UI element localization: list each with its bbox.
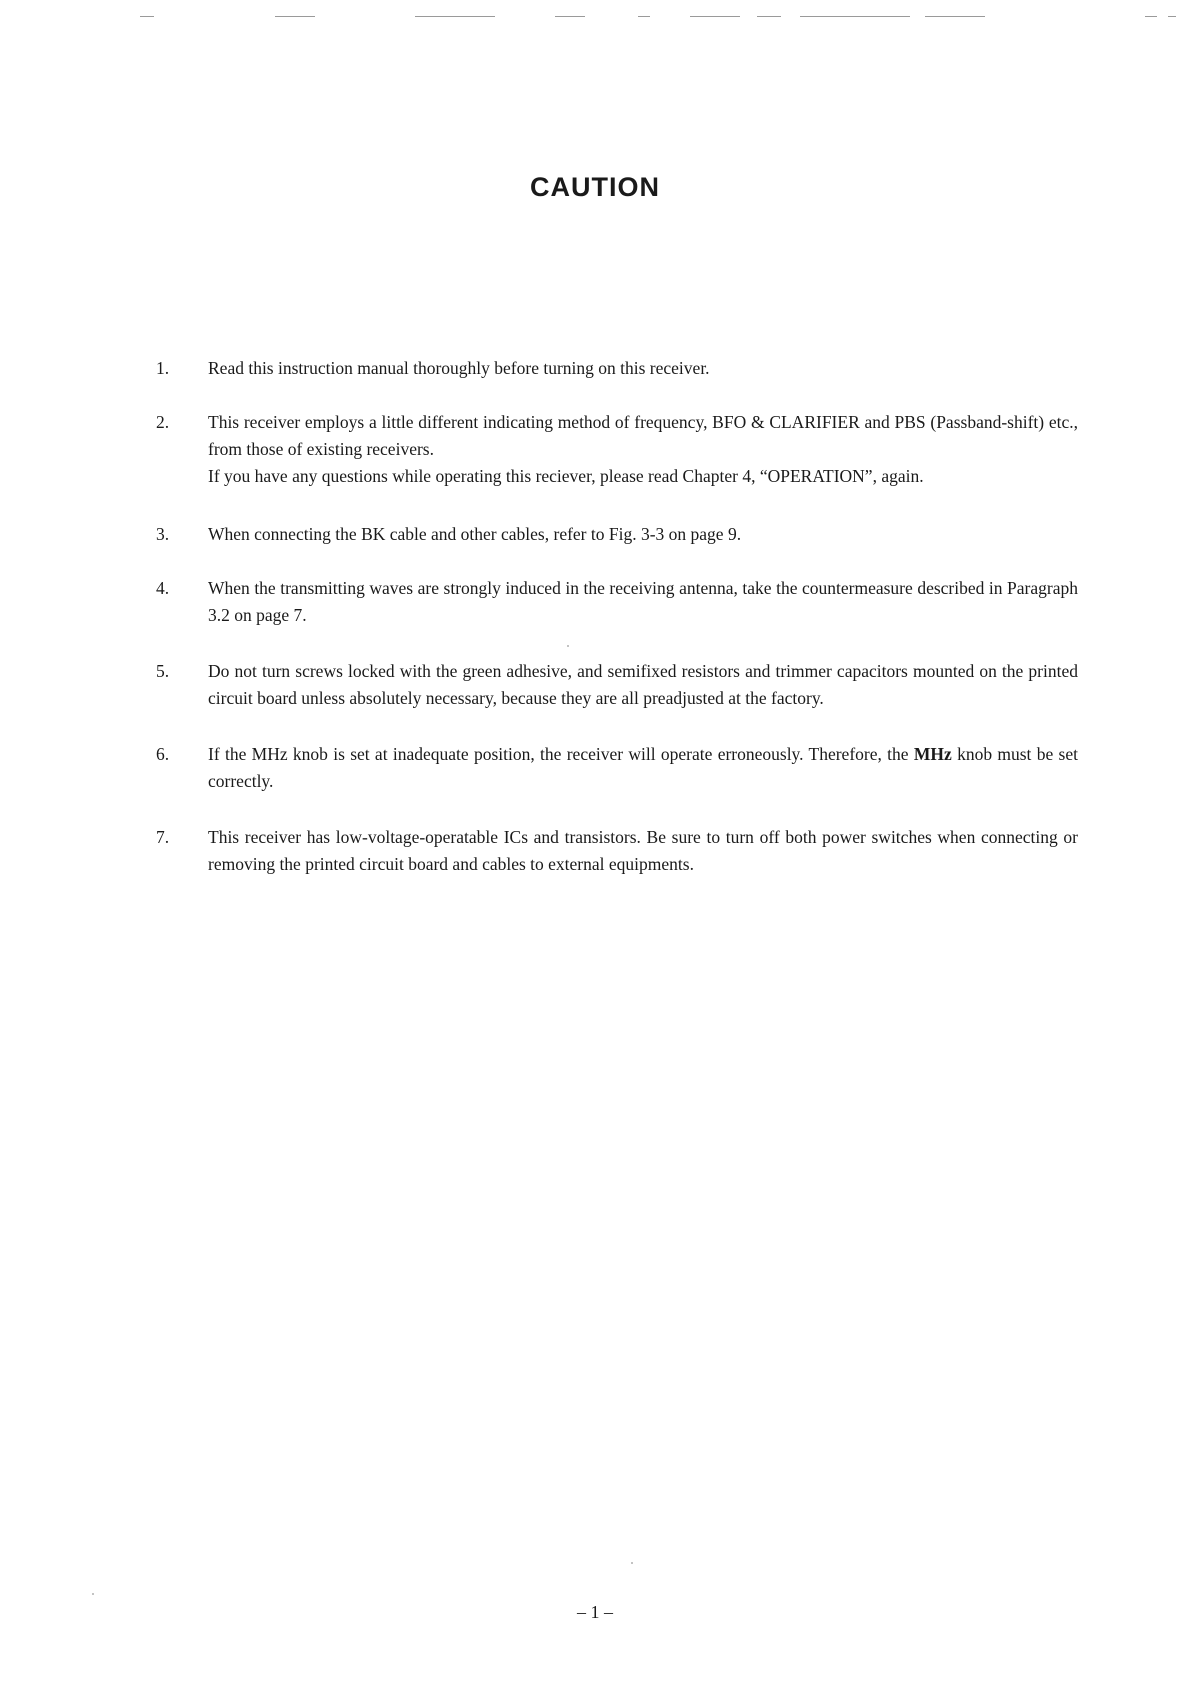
- page-number: – 1 –: [577, 1602, 613, 1622]
- item-text-part: If the MHz knob is set at inadequate position, the receiver will operate erroneously. Therefore, the: [208, 744, 914, 764]
- item-paragraph: Do not turn screws locked with the green adhesive, and semifixed resistors and trimmer capacitors mounted on the printed circuit board unless absolutely necessary, because they are all preadjusted at the factory.: [208, 661, 1078, 708]
- mhz-emphasis: MHz: [913, 744, 952, 764]
- caution-item-5: [156, 658, 1078, 712]
- scan-artifact: [555, 16, 585, 17]
- scan-artifact: [800, 16, 910, 17]
- scan-artifact: [925, 16, 985, 17]
- item-paragraph: This receiver has low-voltage-operatable ICs and transistors. Be sure to turn off both power switches when connecting or removing the printed circuit board and cables to external equipments.: [208, 827, 1078, 874]
- scan-artifact: [690, 16, 740, 17]
- scan-artifact: [1145, 16, 1157, 17]
- caution-item-4: [156, 575, 1078, 629]
- item-number: 5.: [156, 661, 170, 681]
- item-paragraph: This receiver employs a little different indicating method of frequency, BFO & CLARIFIER and PBS (Passband-shift) etc., from those of existing receivers.: [208, 412, 1078, 459]
- caution-item-3: [156, 521, 1078, 548]
- item-number: 6.: [156, 744, 170, 764]
- caution-item-6: [156, 741, 1078, 795]
- item-paragraph: When connecting the BK cable and other cables, refer to Fig. 3-3 on page 9.: [208, 524, 742, 544]
- item-text: [208, 409, 1078, 490]
- item-number: 2.: [156, 412, 170, 432]
- item-paragraph: [208, 741, 1078, 795]
- item-text: [208, 521, 1078, 548]
- item-text: [208, 355, 1078, 382]
- item-text: [208, 824, 1078, 878]
- item-text: [208, 658, 1078, 712]
- item-number: 4.: [156, 578, 170, 598]
- page-title: CAUTION: [530, 172, 660, 202]
- scan-artifact: [415, 16, 495, 17]
- item-text-part: knob must be set correctly.: [208, 744, 1078, 791]
- item-number: 3.: [156, 524, 170, 544]
- caution-item-2: [156, 409, 1078, 490]
- item-paragraph: If you have any questions while operating this reciever, please read Chapter 4, “OPERATION”, again.: [208, 466, 924, 486]
- item-paragraph: Read this instruction manual thoroughly before turning on this receiver.: [208, 358, 710, 378]
- caution-item-7: [156, 824, 1078, 878]
- caution-item-1: [156, 355, 1078, 382]
- item-text: [208, 575, 1078, 629]
- scan-artifact: [275, 16, 315, 17]
- item-number: 7.: [156, 827, 170, 847]
- scan-speck: [92, 1593, 94, 1595]
- scan-artifact: [757, 16, 781, 17]
- scan-artifact: [1168, 16, 1176, 17]
- scan-speck: [631, 1562, 633, 1564]
- scan-artifact: [140, 16, 154, 17]
- item-number: 1.: [156, 358, 170, 378]
- scan-artifact: [638, 16, 650, 17]
- item-paragraph: When the transmitting waves are strongly induced in the receiving antenna, take the countermeasure described in Paragraph 3.2 on page 7.: [208, 578, 1078, 625]
- item-text: [208, 741, 1078, 795]
- scan-speck: [567, 645, 569, 647]
